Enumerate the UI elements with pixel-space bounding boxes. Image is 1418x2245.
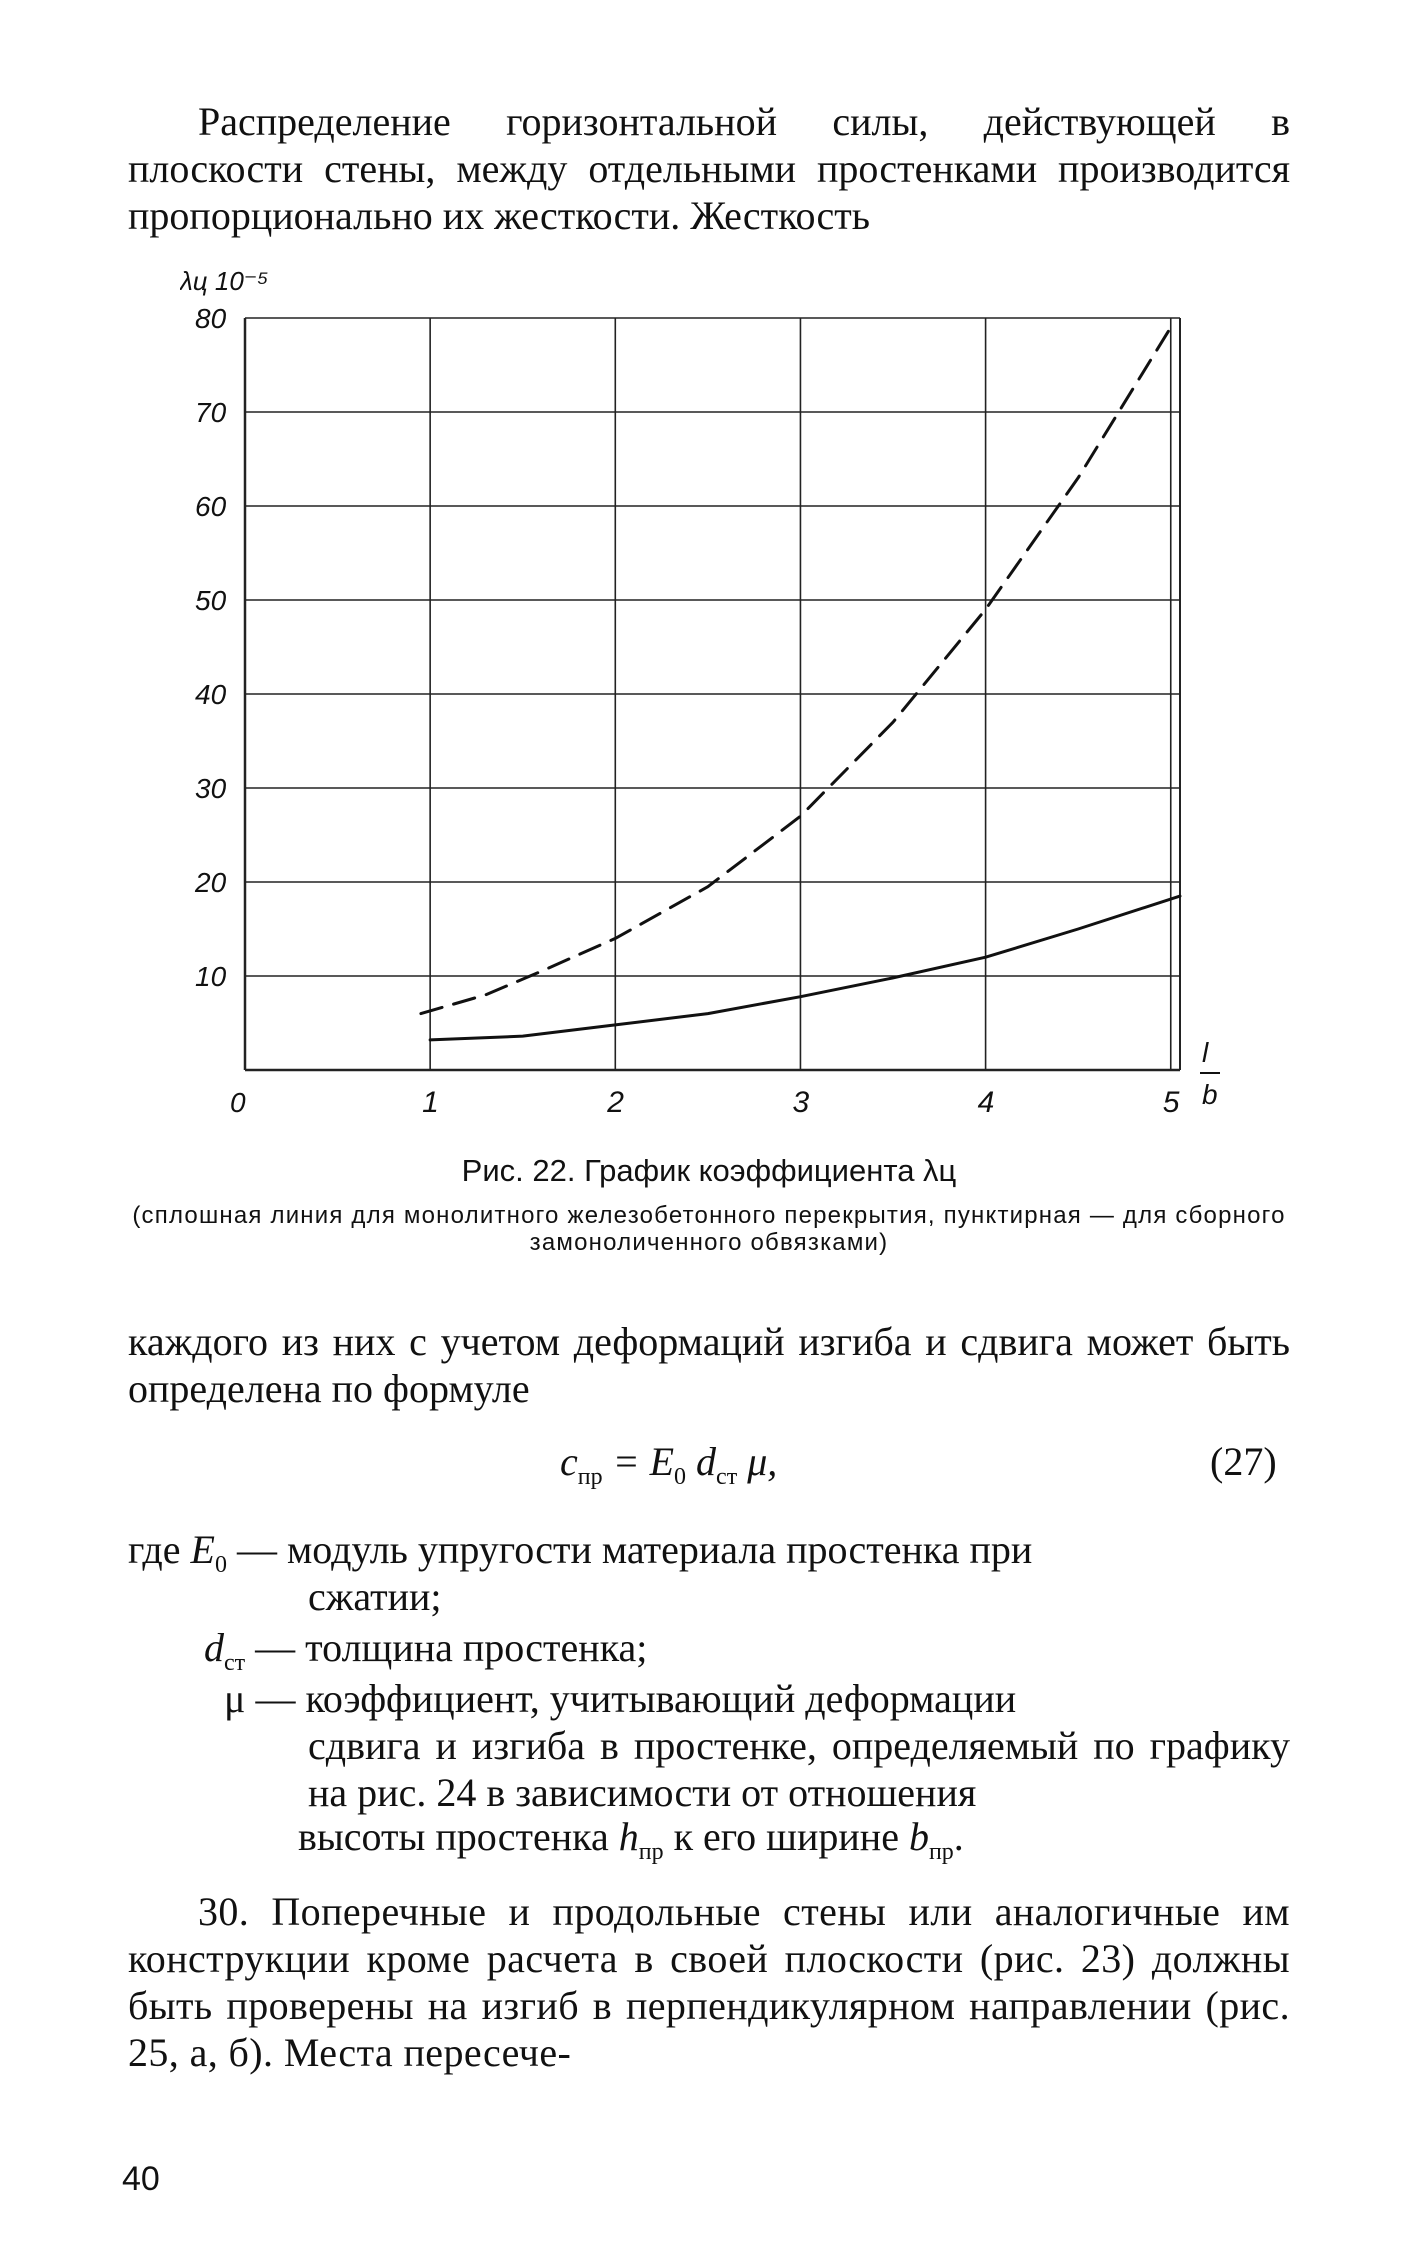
y-tick-label-60: 60 — [195, 491, 227, 522]
definition-e0-continuation: сжатии; — [308, 1574, 442, 1619]
page-number: 40 — [122, 2160, 160, 2198]
y-tick-label-80: 80 — [195, 303, 227, 334]
intro-paragraph: Распределение горизонтальной силы, действующей в плоскости стены, между отдельными простенками производится пропорционально их жесткости. Жесткость — [128, 99, 1290, 238]
definition-h-term: h — [618, 1814, 639, 1859]
formula-lhs-subscript: пр — [577, 1464, 603, 1490]
formula-d: d — [686, 1439, 717, 1484]
y-tick-label-70: 70 — [195, 397, 227, 428]
definition-mu-last-line — [298, 1813, 1290, 1876]
figure-caption-title: Рис. 22. График коэффициента λц — [461, 1153, 957, 1188]
formula-equals: = — [602, 1439, 650, 1484]
definition-mu-last-end: . — [953, 1814, 964, 1859]
y-axis-label: λц 10⁻⁵ — [180, 266, 269, 296]
x-tick-label-1: 1 — [422, 1086, 439, 1119]
definition-d-term: d — [204, 1625, 224, 1670]
definition-mu-text: — коэффициент, учитывающий деформации — [245, 1676, 1017, 1721]
definition-mu-term: μ — [224, 1676, 246, 1721]
x-tick-label-2: 2 — [607, 1086, 624, 1119]
chart-grid — [245, 318, 1180, 1070]
formula-27 — [560, 1438, 777, 1491]
formula-e-subscript: 0 — [674, 1464, 687, 1490]
origin-label: 0 — [230, 1087, 246, 1118]
chart-ticks — [194, 303, 1180, 1119]
definition-b-subscript: пр — [928, 1839, 954, 1865]
definition-mu-last-b: к его ширине — [663, 1814, 909, 1859]
x-tick-label-5: 5 — [1162, 1086, 1180, 1119]
continuation-paragraph: каждого из них с учетом деформаций изгиба и сдвига может быть определена по формуле — [128, 1319, 1290, 1411]
formula-e: E — [649, 1439, 675, 1484]
dashed-series-line — [421, 327, 1171, 1013]
formula-mu: μ, — [737, 1439, 778, 1484]
definition-e0-term: E — [190, 1527, 215, 1572]
x-axis-label-denominator: b — [1202, 1079, 1218, 1110]
definition-where: где — [128, 1527, 191, 1572]
solid-series-line — [430, 896, 1180, 1040]
y-tick-label-40: 40 — [195, 679, 227, 710]
x-tick-label-3: 3 — [792, 1086, 810, 1119]
item-30-paragraph: 30. Поперечные и продольные стены или аналогичные им конструкции кроме расчета в своей плоскости (рис. 23) должны быть проверены на изгиб в перпендикулярном направлении (рис. 25, а, б). Места пересече- — [128, 1889, 1290, 2075]
formula-number: (27) — [1210, 1439, 1277, 1484]
definition-d-subscript: ст — [224, 1650, 246, 1676]
y-tick-label-30: 30 — [195, 773, 227, 804]
x-tick-label-4: 4 — [977, 1086, 995, 1119]
formula-lhs: c — [560, 1439, 578, 1484]
definition-e0-subscript: 0 — [214, 1552, 227, 1578]
x-axis-label-numerator: l — [1202, 1037, 1209, 1068]
definition-mu-continuation: сдвига и изгиба в простенке, определяемый по графику на рис. 24 в зависимости от отношения — [308, 1723, 1290, 1815]
definition-mu — [224, 1675, 1290, 1722]
definition-h-subscript: пр — [638, 1839, 664, 1865]
definition-d-text: — толщина простенка; — [245, 1625, 648, 1670]
y-tick-label-20: 20 — [195, 867, 227, 898]
definition-b-term: b — [908, 1814, 929, 1859]
definition-e0-text: — модуль упругости материала простенка при — [226, 1527, 1033, 1572]
definition-mu-last-a: высоты простенка — [298, 1814, 619, 1859]
y-tick-label-10: 10 — [195, 961, 227, 992]
y-tick-label-50: 50 — [195, 585, 227, 616]
lambda-coefficient-chart — [180, 250, 1240, 1140]
figure-caption-note: (сплошная линия для монолитного железобетонного перекрытия, пунктирная — для сборного замоноличенного обвязками) — [132, 1202, 1286, 1256]
formula-d-subscript: ст — [716, 1464, 738, 1490]
